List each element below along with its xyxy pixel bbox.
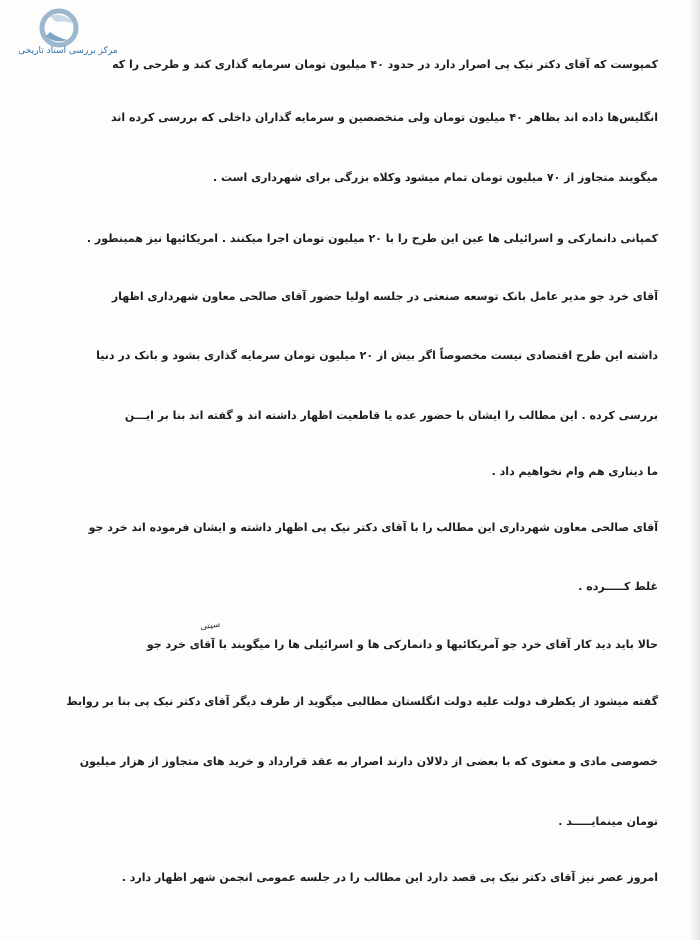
document-line-7: بررسی کرده . این مطالب را ایشان با حضور عده یا قاطعیت اظهار داشته اند و گفته اند بنا بر ایـــن <box>124 409 658 422</box>
handwritten-margin-note: سیتی <box>199 619 222 633</box>
page-edge-shadow <box>690 0 700 940</box>
document-line-13: خصوصی مادی و معنوی که با بعضی از دلالان دارند اصرار به عقد قرارداد و خرید های متجاوز از هزار میلیون <box>79 755 658 768</box>
document-line-11: حالا باید دید کار آقای خرد جو آمریکائیها و دانمارکی ها و اسرائیلی ها را میگویند با آقای خرد جو <box>146 638 658 651</box>
document-line-14: تومان مینمایـــــد . <box>558 815 658 828</box>
archive-logo-icon <box>36 8 82 48</box>
document-line-15: امروز عصر نیز آقای دکتر نیک پی قصد دارد این مطالب را در جلسه عمومی انجمن شهر اظهار دارد . <box>121 871 658 884</box>
document-line-10: غلط کـــــرده . <box>578 580 658 593</box>
document-line-1: کمپوست که آقای دکتر نیک پی اصرار دارد در حدود ۴۰ میلیون تومان سرمایه گذاری کند و طرحی را که <box>112 58 658 71</box>
document-line-5: آقای خرد جو مدیر عامل بانک توسعه صنعتی در جلسه اولیا حضور آقای صالحی معاون شهرداری اظهار <box>111 290 658 303</box>
archive-name: مرکز بررسی اسناد تاریخی <box>18 46 118 56</box>
document-line-4: کمپانی دانمارکی و اسرائیلی ها عین این طرح را با ۲۰ میلیون تومان اجرا میکنند . امریکائیها نیز همینطور . <box>86 232 658 245</box>
archive-watermark <box>8 8 128 64</box>
document-line-8: ما دیناری هم وام نخواهیم داد . <box>491 465 658 478</box>
document-line-2: انگلیس‌ها داده اند بظاهر ۴۰ میلیون تومان ولی متخصصین و سرمایه گذاران داخلی که بررسی کرده اند <box>110 111 658 124</box>
document-line-6: داشته این طرح اقتصادی نیست مخصوصاً اگر بیش از ۲۰ میلیون تومان سرمایه گذاری بشود و بانک در دنیا <box>96 349 658 362</box>
document-line-9: آقای صالحی معاون شهرداری این مطالب را با آقای دکتر نیک پی اظهار داشته و ایشان فرموده اند خرد جو <box>88 521 658 534</box>
document-line-12: گفته میشود از یکطرف دولت علیه دولت انگلستان مطالبی میگوید از طرف دیگر آقای دکتر نیک پی بنا بر روابط <box>66 695 658 708</box>
document-line-3: میگویند متجاوز از ۷۰ میلیون تومان تمام میشود وکلاه بزرگی برای شهرداری است . <box>213 171 658 184</box>
